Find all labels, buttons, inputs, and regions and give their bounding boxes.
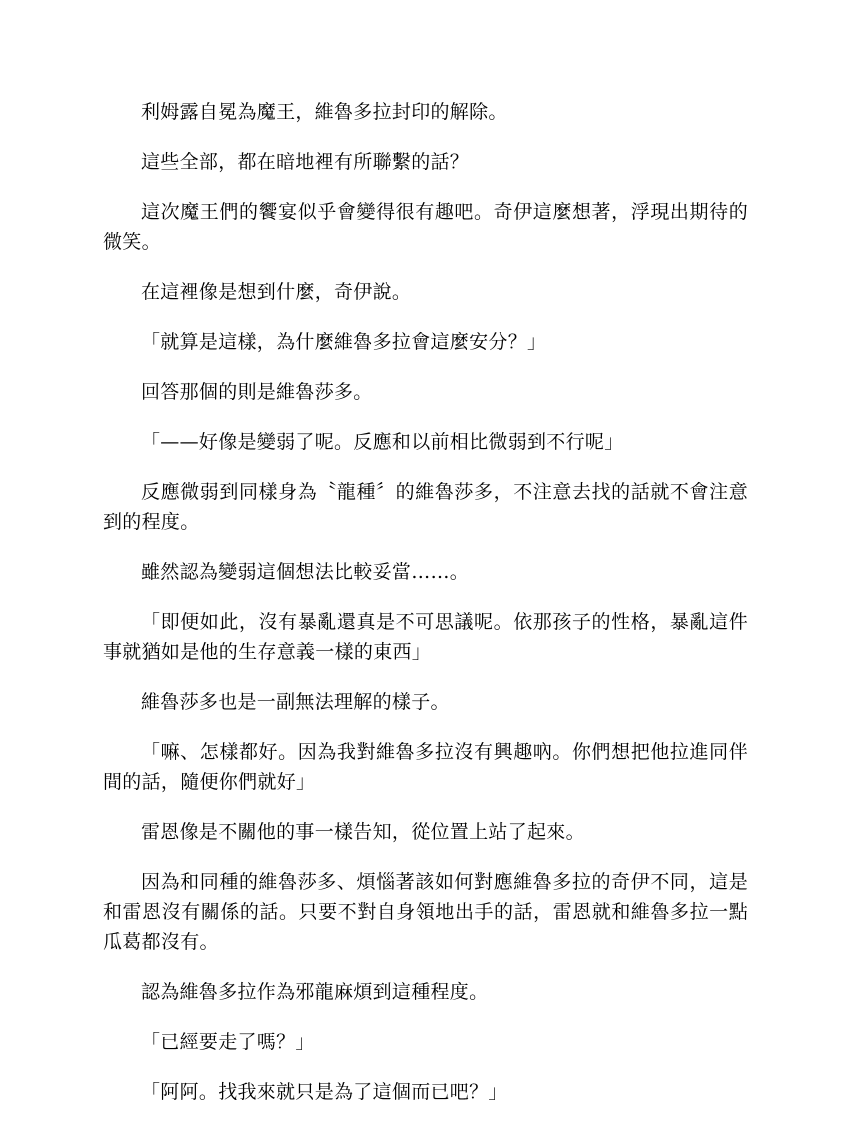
paragraph: 「已經要走了嗎？」: [141, 1031, 315, 1053]
paragraph: 「嘛、怎樣都好。因為我對維魯多拉沒有興趣吶。你們想把他拉進同伴間的話，隨便你們就好」: [103, 741, 748, 793]
paragraph: 雖然認為變弱這個想法比較妥當……。: [141, 561, 470, 583]
paragraph: 「阿阿。找我來就只是為了這個而已吧？」: [141, 1081, 508, 1103]
paragraph: 「就算是這樣，為什麼維魯多拉會這麼安分？」: [141, 331, 547, 353]
paragraph: 這次魔王們的饗宴似乎會變得很有趣吧。奇伊這麼想著，浮現出期待的微笑。: [103, 201, 748, 253]
paragraph: 維魯莎多也是一副無法理解的樣子。: [141, 691, 450, 713]
paragraph: 回答那個的則是維魯莎多。: [141, 381, 373, 403]
paragraph: 雷恩像是不關他的事一樣告知，從位置上站了起來。: [141, 821, 585, 843]
paragraph: 在這裡像是想到什麼，奇伊說。: [141, 281, 412, 303]
document-page: [103, 97, 748, 1127]
paragraph: 「即便如此，沒有暴亂還真是不可思議呢。依那孩子的性格，暴亂這件事就猶如是他的生存意義一樣的東西」: [103, 611, 748, 663]
paragraph: 因為和同種的維魯莎多、煩惱著該如何對應維魯多拉的奇伊不同，這是和雷恩沒有關係的話。只要不對自身領地出手的話，雷恩就和維魯多拉一點瓜葛都沒有。: [103, 871, 748, 953]
paragraph: 反應微弱到同樣身為〝龍種〞的維魯莎多，不注意去找的話就不會注意到的程度。: [103, 481, 748, 533]
paragraph: 這些全部，都在暗地裡有所聯繫的話？: [141, 151, 470, 173]
paragraph: 利姆露自冕為魔王，維魯多拉封印的解除。: [141, 101, 508, 123]
paragraph: 認為維魯多拉作為邪龍麻煩到這種程度。: [141, 981, 489, 1003]
paragraph: 「——好像是變弱了呢。反應和以前相比微弱到不行呢」: [141, 431, 624, 453]
